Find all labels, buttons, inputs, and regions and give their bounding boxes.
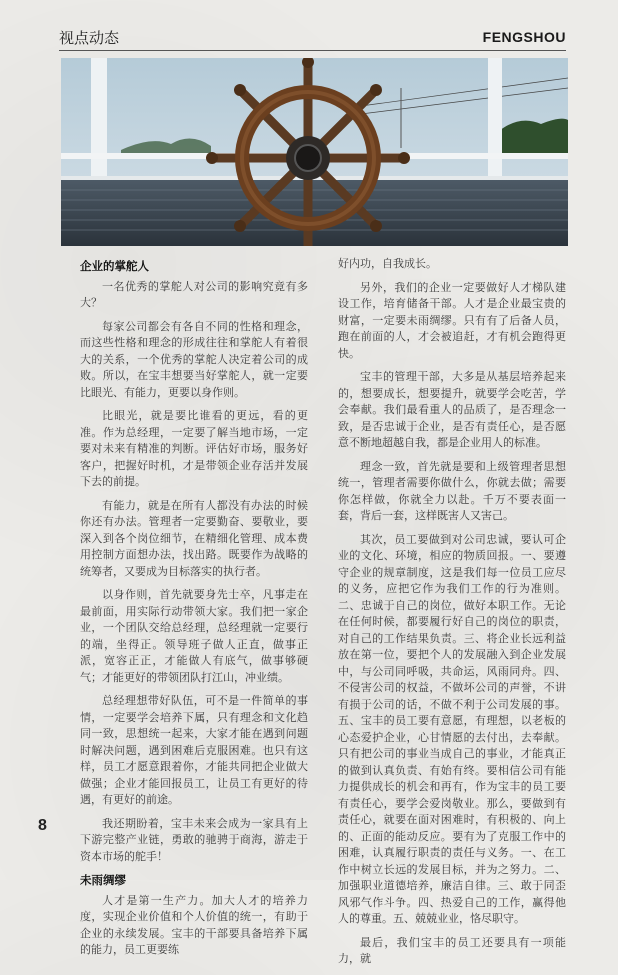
paragraph: 一名优秀的掌舵人对公司的影响究竟有多大？ xyxy=(80,279,308,309)
paragraph: 有能力，就是在所有人都没有办法的时候你还有办法。管理者一定要勤奋、要敬业，要深入到各个岗位细节，在精细化管理、成本费用控制方面想办法，找出路。既要作为战略的统筹者，又要成为目标落实的执行者。 xyxy=(80,498,308,578)
paragraph: 理念一致，首先就是要和上级管理者思想统一，管理者需要你做什么，你就去做；需要你怎样做，你就全力以赴。千万不要表面一套，背后一套，这样既害人又害己。 xyxy=(338,459,566,522)
paragraph: 最后，我们宝丰的员工还要具有一项能力，就 xyxy=(338,935,566,965)
paragraph: 总经理想带好队伍，可不是一件简单的事情，一定要学会培养下属，只有理念和文化趋同一致，思想统一起来，大家才能在遇到问题时解决问题，遇到困难后克服困难。也只有这样，员工才愿意跟着你，才能共同把企业做大做强；企业才能回报员工，让员工有更好的待遇，有更好的前途。 xyxy=(80,694,308,806)
paragraph: 我还期盼着，宝丰未来会成为一家具有上下游完整产业链，勇敢的驰骋于商海，游走于资本市场的舵手！ xyxy=(80,816,308,863)
paragraph-continuation: 好内功，自我成长。 xyxy=(338,257,437,270)
page-number: 8 xyxy=(38,817,47,834)
paragraph: 人才是第一生产力。加大人才的培养力度，实现企业价值和个人价值的统一，有助于企业的永续发展。宝丰的干部要具备培养下属的能力，员工更要练 xyxy=(80,893,308,956)
heading-preparedness: 未雨绸缪 xyxy=(80,873,126,887)
left-column xyxy=(80,256,308,966)
header-divider xyxy=(59,50,566,51)
ship-helm-photo xyxy=(61,58,568,246)
paragraph: 宝丰的管理干部，大多是从基层培养起来的，想要成长，想要提升，就要学会吃苦，学会奉献。我们最看重人的品质了，是否理念一致，是否忠诚于企业，是否有责任心，是否愿意不断地超越自我，都是企业用人的标准。 xyxy=(338,370,566,449)
brand-name: FENGSHOU xyxy=(482,29,566,45)
paragraph: 另外，我们的企业一定要做好人才梯队建设工作，培育储备干部。人才是企业最宝贵的财富，一定要未雨绸缪。只有有了后备人员，跑在前面的人，才会被追赶，才有机会跑得更快。 xyxy=(338,280,566,360)
heading-helmsman: 企业的掌舵人 xyxy=(80,259,149,273)
paragraph: 每家公司都会有各自不同的性格和理念，而这些性格和理念的形成往往和掌舵人有着很大的关系，一个优秀的掌舵人决定着公司的成败。所以，在宝丰想要当好掌舵人，就一定要比眼光、有能力，更要以身作则。 xyxy=(80,319,308,399)
paragraph: 其次，员工要做到对公司忠诚，要认可企业的文化、环境，相应的物质回报。一、要遵守企业的规章制度，这是我们每一位员工应尽的义务，应把它作为我们工作的行为准则。二、忠诚于自己的岗位，做好本职工作。无论在任何时候，都要履行好自己的岗位的职责，对自己的工作结果负责。三、将企业长远利益放在第一位，要把个人的发展融入到企业发展中，与公司同呼吸，共命运，风雨同舟。四、不侵害公司的权益，不做坏公司的声誉，不讲有损于公司的话，不做不利于公司发展的事。五、宝丰的员工要有意愿，有理想，以老板的心态爱护企业，心甘情愿的去付出，去奉献。只有把公司的事业当成自己的事业，才能真正的做到认真负责、有始有终。要相信公司有能力提供成长的机会和再有，作为宝丰的员工要有责任心，要学会爱岗敬业。那么，要做到有责任心，就要在面对困难时，有积极的、向上的、正面的能动反应。要有为了克服工作中的困难，认真履行职责的责任与义务。一、在工作中树立长远的发展目标，并为之努力。二、加强职业道德培养，廉洁自律。三、敢于同歪风邪气作斗争。四、热爱自己的工作，赢得他人的尊重。五、兢兢业业，恪尽职守。 xyxy=(338,532,566,925)
section-title: 视点动态 xyxy=(59,29,120,47)
ship-helm-icon xyxy=(61,58,568,246)
paragraph: 比眼光，就是要比谁看的更远，看的更准。作为总经理，一定要了解当地市场，一定要对未来有精准的判断。评估好市场，服务好客户，把握好时机，才是带领企业存活并发展下去的前提。 xyxy=(80,409,308,488)
paragraph: 以身作则，首先就要身先士卒，凡事走在最前面，用实际行动带领大家。我们把一家企业，一个团队交给总经理，总经理就一定要行的端，坐得正。领导班子做人正直，做事正派，宽容正正，才能做人有底气，做事够硬气；才能更好的带领团队打江山，冲业绩。 xyxy=(80,588,308,684)
right-column xyxy=(338,256,566,975)
